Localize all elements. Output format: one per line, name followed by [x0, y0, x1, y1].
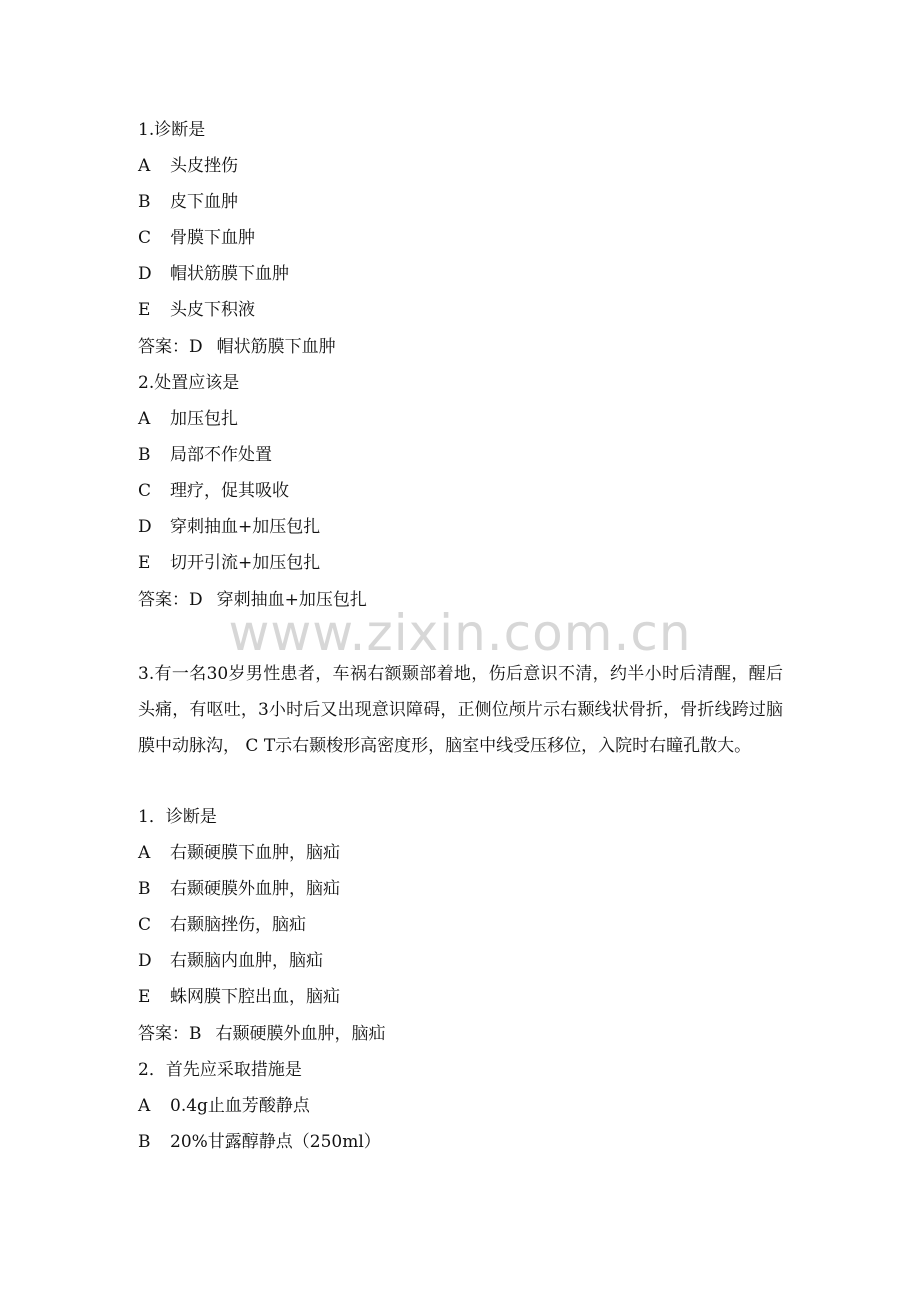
option-item — [138, 914, 306, 936]
option-text: 20%甘露醇静点（250ml） — [170, 1132, 381, 1152]
option-text: 蛛网膜下腔出血，脑疝 — [170, 987, 340, 1007]
option-letter: B — [138, 192, 151, 212]
option-item — [138, 1131, 381, 1153]
option-letter: B — [138, 1132, 151, 1152]
option-letter: A — [138, 409, 151, 429]
answer-line — [138, 336, 336, 358]
option-text: 切开引流+加压包扎 — [170, 553, 321, 573]
option-text: 右颞脑挫伤，脑疝 — [170, 915, 306, 935]
option-letter: C — [138, 228, 152, 248]
option-item — [138, 986, 340, 1008]
option-item — [138, 263, 289, 285]
answer-text: 帽状筋膜下血肿 — [216, 337, 336, 357]
option-item — [138, 950, 323, 972]
option-text: 头皮挫伤 — [170, 156, 238, 176]
option-item — [138, 1095, 310, 1117]
option-text: 头皮下积液 — [170, 300, 255, 320]
answer-line — [138, 1023, 386, 1045]
option-item — [138, 480, 289, 502]
option-letter: E — [138, 987, 151, 1007]
option-text: 理疗，促其吸收 — [170, 481, 289, 501]
question-title: 1．诊断是 — [138, 807, 217, 827]
option-item — [138, 191, 238, 213]
option-item — [138, 878, 340, 900]
option-text: 加压包扎 — [170, 409, 238, 429]
option-text: 右颞硬膜下血肿，脑疝 — [170, 843, 340, 863]
option-letter: E — [138, 300, 151, 320]
option-letter: A — [138, 1096, 151, 1116]
option-item — [138, 155, 238, 177]
option-item — [138, 408, 238, 430]
question-title: 2.处置应该是 — [138, 373, 240, 393]
question-title: 1.诊断是 — [138, 120, 206, 140]
option-item — [138, 516, 320, 538]
option-text: 帽状筋膜下血肿 — [170, 264, 289, 284]
option-letter: D — [138, 951, 152, 971]
answer-text: 右颞硬膜外血肿，脑疝 — [215, 1024, 386, 1044]
option-letter: B — [138, 445, 151, 465]
option-letter: E — [138, 553, 151, 573]
option-item — [138, 227, 255, 249]
option-letter: C — [138, 481, 152, 501]
answer-text: 穿刺抽血+加压包扎 — [216, 590, 367, 610]
answer-label: 答案：D — [138, 337, 203, 357]
option-text: 穿刺抽血+加压包扎 — [170, 517, 321, 537]
option-letter: C — [138, 915, 152, 935]
option-letter: B — [138, 879, 151, 899]
option-text: 0.4g止血芳酸静点 — [170, 1096, 310, 1116]
answer-label: 答案：B — [138, 1024, 202, 1044]
option-text: 骨膜下血肿 — [170, 228, 255, 248]
option-text: 局部不作处置 — [170, 445, 272, 465]
question-title: 2．首先应采取措施是 — [138, 1060, 302, 1080]
option-item — [138, 842, 340, 864]
case-stem-paragraph: 3.有一名30岁男性患者，车祸右额颞部着地，伤后意识不清，约半小时后清醒，醒后头痛，有呕吐，3小时后又出现意识障碍，正侧位颅片示右颞线状骨折，骨折线跨过脑膜中动脉沟， C T示右颞梭形高密度形，脑室中线受压移位，入院时右瞳孔散大。 — [138, 664, 783, 756]
option-text: 右颞硬膜外血肿，脑疝 — [170, 879, 340, 899]
option-item — [138, 444, 272, 466]
watermark: www.zixin.com.cn — [228, 604, 692, 662]
option-text: 右颞脑内血肿，脑疝 — [170, 951, 323, 971]
option-letter: A — [138, 843, 151, 863]
answer-label: 答案：D — [138, 590, 203, 610]
option-item — [138, 299, 255, 321]
option-text: 皮下血肿 — [170, 192, 238, 212]
option-item — [138, 552, 320, 574]
option-letter: D — [138, 264, 152, 284]
option-letter: D — [138, 517, 152, 537]
option-letter: A — [138, 156, 151, 176]
